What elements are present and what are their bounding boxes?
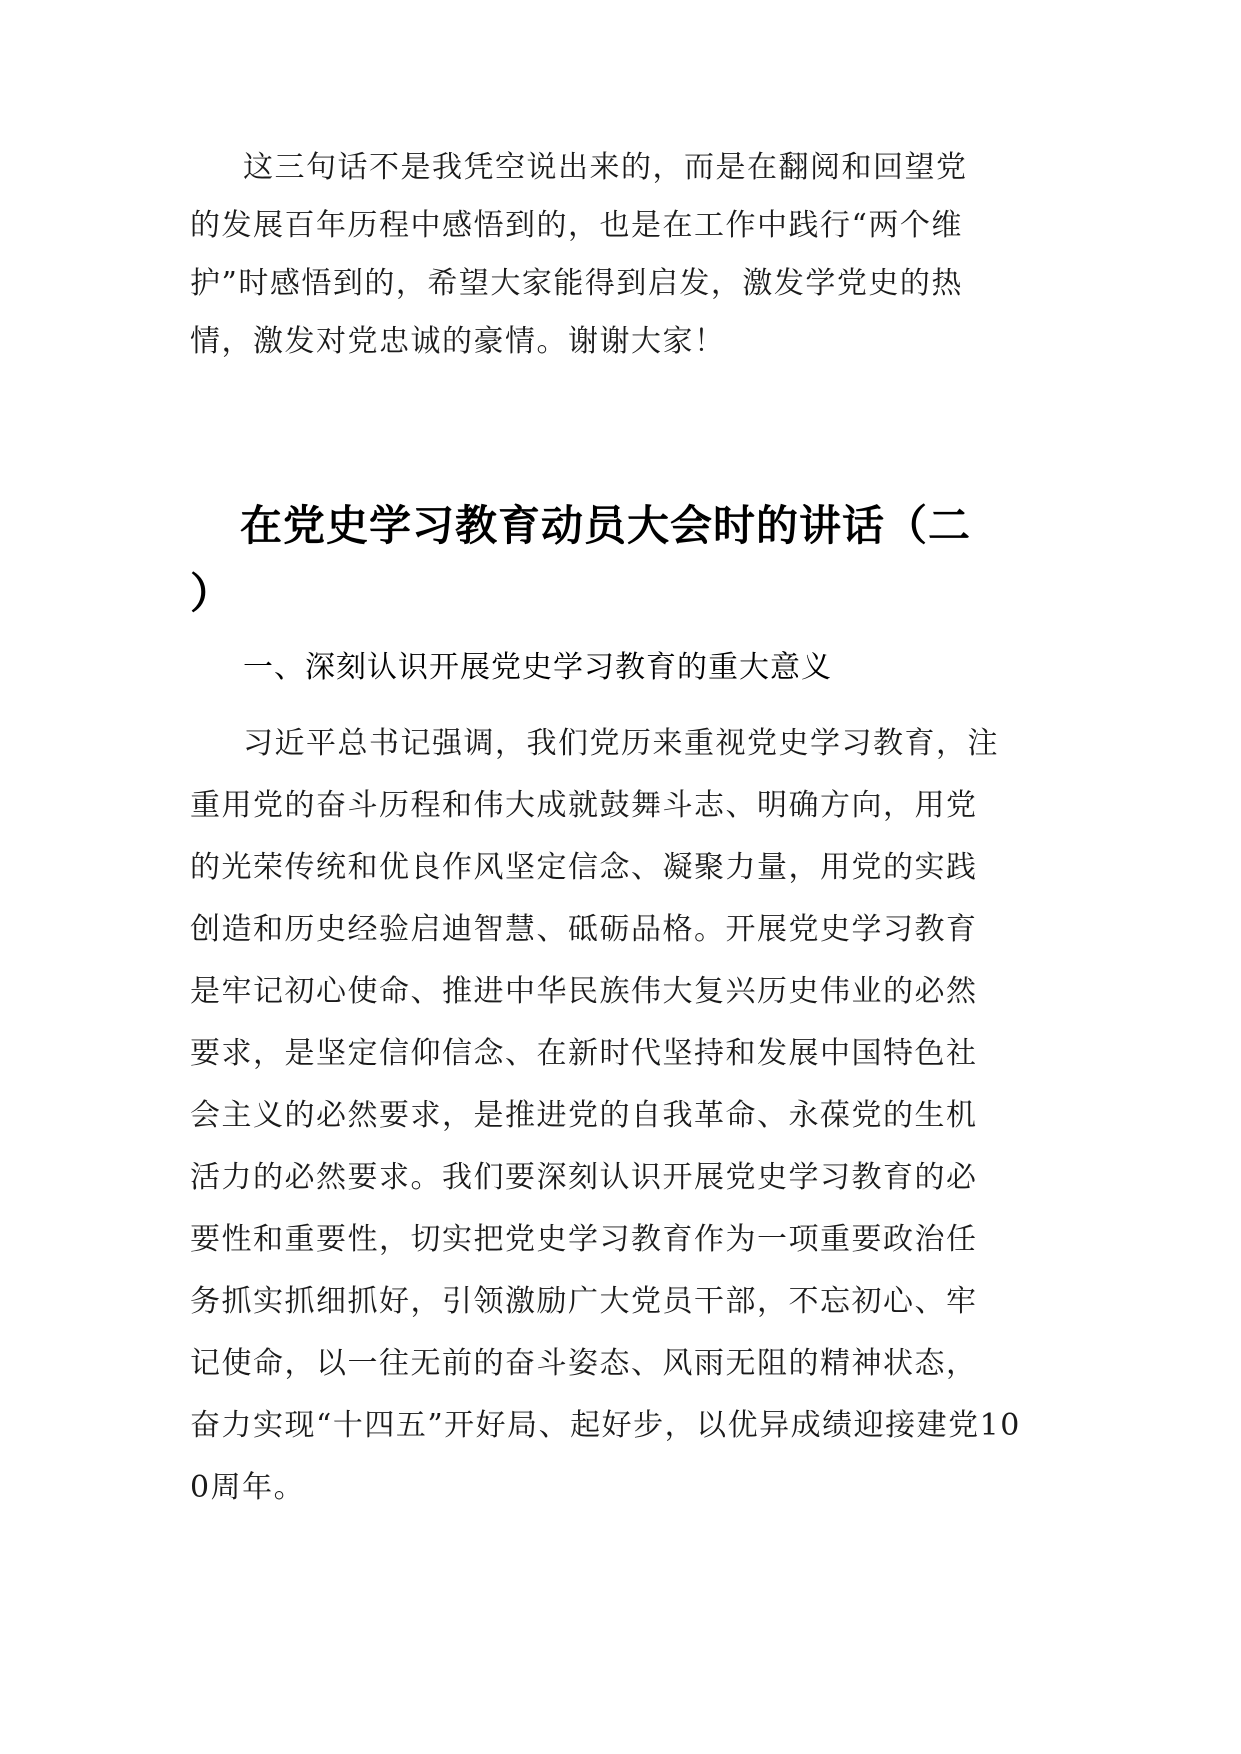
paragraph-line: 是牢记初心使命、推进中华民族伟大复兴历史伟业的必然 bbox=[190, 974, 978, 1009]
paragraph-line: 0周年。 bbox=[190, 1470, 306, 1505]
paragraph-line: 情，激发对党忠诚的豪情。谢谢大家！ bbox=[190, 324, 726, 359]
paragraph-line: 的光荣传统和优良作风坚定信念、凝聚力量，用党的实践 bbox=[190, 850, 978, 885]
paragraph-line: 要求，是坚定信仰信念、在新时代坚持和发展中国特色社 bbox=[190, 1036, 978, 1071]
paragraph-line: 务抓实抓细抓好，引领激励广大党员干部，不忘初心、牢 bbox=[190, 1284, 978, 1319]
paragraph-line: 的发展百年历程中感悟到的，也是在工作中践行“两个维 bbox=[190, 208, 963, 243]
paragraph-line: 活力的必然要求。我们要深刻认识开展党史学习教育的必 bbox=[190, 1160, 978, 1195]
section-heading: 一、深刻认识开展党史学习教育的重大意义 bbox=[243, 650, 832, 685]
paragraph-line: 护”时感悟到的，希望大家能得到启发，激发学党史的热 bbox=[190, 266, 963, 301]
paragraph-line: 这三句话不是我凭空说出来的，而是在翻阅和回望党 bbox=[243, 150, 968, 185]
paragraph-line: 要性和重要性，切实把党史学习教育作为一项重要政治任 bbox=[190, 1222, 978, 1257]
title-line: ） bbox=[190, 569, 234, 618]
paragraph-line: 重用党的奋斗历程和伟大成就鼓舞斗志、明确方向，用党 bbox=[190, 788, 978, 823]
paragraph-line: 习近平总书记强调，我们党历来重视党史学习教育，注 bbox=[243, 726, 999, 761]
paragraph-line: 记使命，以一往无前的奋斗姿态、风雨无阻的精神状态， bbox=[190, 1346, 978, 1381]
paragraph-line: 创造和历史经验启迪智慧、砥砺品格。开展党史学习教育 bbox=[190, 912, 978, 947]
title-line: 在党史学习教育动员大会时的讲话（二 bbox=[240, 501, 972, 550]
paragraph-line: 奋力实现“十四五”开好局、起好步，以优异成绩迎接建党10 bbox=[190, 1408, 1021, 1443]
paragraph-line: 会主义的必然要求，是推进党的自我革命、永葆党的生机 bbox=[190, 1098, 978, 1133]
